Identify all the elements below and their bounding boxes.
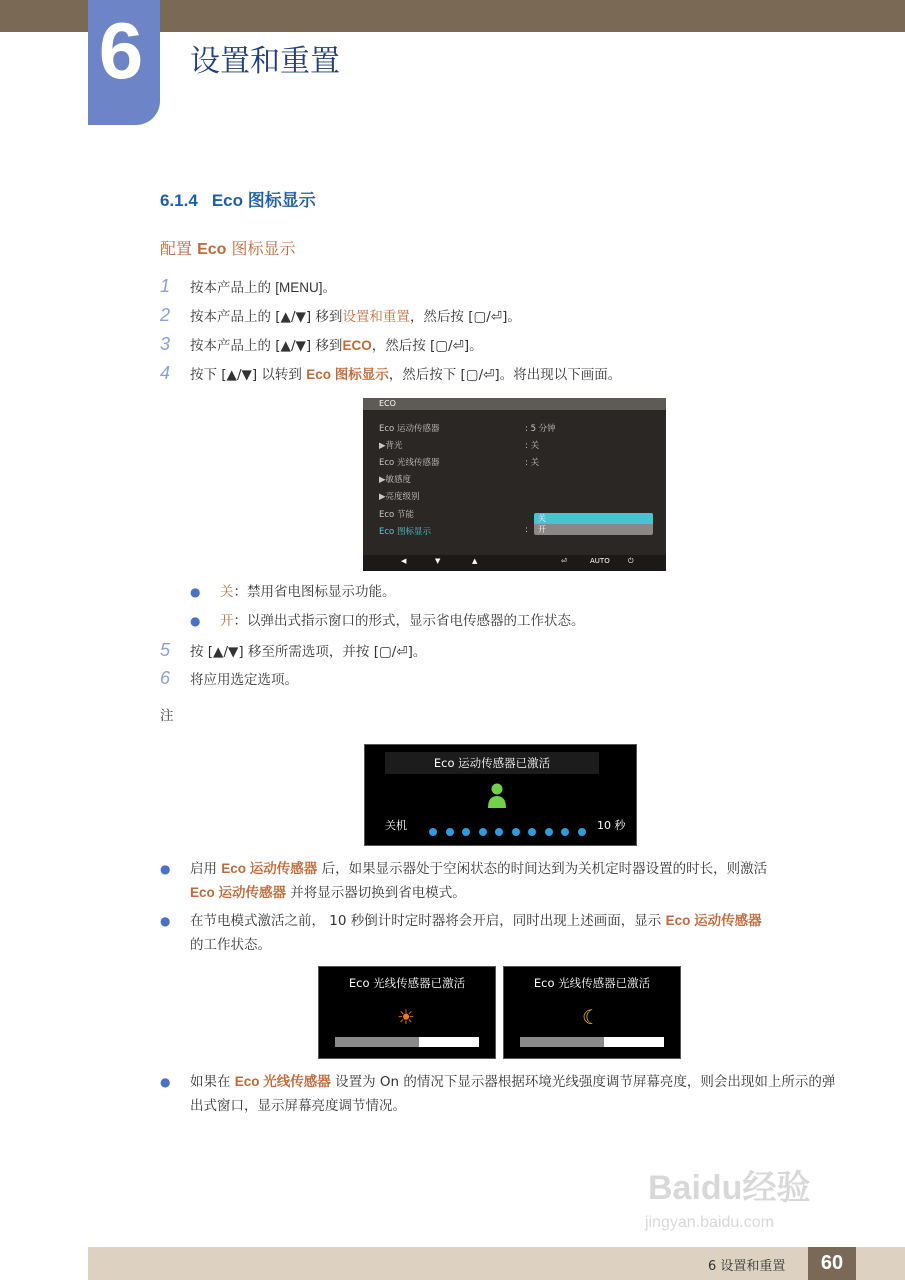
osd-row-label[interactable]: Eco 节能 (379, 510, 414, 520)
countdown-dot (528, 828, 536, 836)
bullet-highlight: Eco 运动传感器 (190, 885, 287, 900)
step-5 (160, 640, 426, 662)
light-sensor-popup-bright (318, 966, 496, 1059)
popup-title: Eco 光线传感器已激活 (533, 976, 651, 990)
option-name: 开 (220, 613, 234, 629)
step-highlight: ECO (342, 338, 372, 353)
bullet-text: 在节电模式激活之前， 10 秒倒计时定时器将会开启，同时出现上述画面，显示 (190, 913, 666, 929)
bullet-icon: ● (160, 1075, 171, 1089)
step-1 (160, 276, 336, 298)
watermark-logo: Baidu经验 (648, 1169, 811, 1207)
countdown-dot (479, 828, 487, 836)
brightness-bar (520, 1037, 664, 1047)
motion-sensor-popup (364, 744, 637, 846)
auto-button[interactable]: AUTO (590, 557, 610, 565)
popup-title: Eco 光线传感器已激活 (348, 976, 466, 990)
osd-row-label[interactable]: Eco 光线传感器 (379, 458, 440, 468)
eco-osd-menu (363, 398, 666, 571)
step-4 (160, 363, 621, 385)
osd-row-value: : (525, 525, 528, 535)
bullet-highlight: Eco 运动传感器 (221, 861, 318, 876)
option-desc-on (190, 609, 870, 633)
subheading (160, 236, 296, 259)
brightness-fill (520, 1037, 604, 1047)
step-highlight: Eco 图标显示 (306, 367, 389, 382)
section-title: Eco 图标显示 (211, 191, 316, 210)
bullet-text: 启用 (190, 861, 222, 877)
person-icon (487, 783, 507, 809)
subheading-prefix: 配置 (160, 239, 198, 258)
step-text: 将应用选定选项。 (190, 672, 298, 688)
countdown-dot (446, 828, 454, 836)
light-sensor-popup-dark (503, 966, 681, 1059)
section-number: 6.1.4 (160, 191, 198, 210)
bullet-motion-sensor (160, 857, 840, 905)
osd-row-label-active[interactable]: Eco 图标显示 (379, 527, 431, 537)
osd-row-label[interactable]: ▶背光 (379, 441, 403, 451)
countdown-dot (495, 828, 503, 836)
step-number: 3 (160, 334, 171, 354)
brightness-fill (335, 1037, 419, 1047)
step-text: 按下 [▲/▼] 以转到 (190, 367, 307, 383)
countdown-seconds: 10 秒 (597, 819, 626, 832)
step-number: 2 (160, 305, 171, 325)
power-icon[interactable]: ⏻ (628, 557, 634, 565)
bullet-highlight: Eco 光线传感器 (234, 1074, 331, 1089)
moon-icon: ☾ (582, 1005, 600, 1029)
option-name: 关 (220, 584, 234, 600)
osd-row-value: : 5 分钟 (525, 424, 556, 434)
sun-icon: ☀ (397, 1005, 415, 1029)
note-label: 注 (160, 708, 174, 724)
step-6 (160, 668, 298, 690)
countdown-dot (429, 828, 437, 836)
option-text: ：以弹出式指示窗口的形式，显示省电传感器的工作状态。 (233, 613, 585, 629)
countdown-dot (462, 828, 470, 836)
step-number: 4 (160, 363, 171, 383)
popup-title: Eco 运动传感器已激活 (385, 752, 599, 774)
countdown-dot (512, 828, 520, 836)
subheading-eco: Eco (197, 241, 227, 258)
osd-button-bar (363, 555, 666, 571)
step-text: 按本产品上的 [▲/▼] 移到 (190, 338, 343, 354)
step-2 (160, 305, 521, 327)
bullet-icon: ● (190, 585, 201, 599)
osd-title: ECO (363, 398, 666, 410)
bullet-light-sensor (160, 1070, 840, 1118)
countdown-dot (561, 828, 569, 836)
bullet-countdown (160, 909, 840, 957)
left-arrow-icon[interactable]: ◀ (401, 557, 407, 565)
bullet-text: 设置为 On 的情况下显示器根据环境光线强度调节屏幕亮度，则会出现如上所示的弹出式窗口，显示屏幕亮度调节情况。 (190, 1074, 836, 1114)
osd-row-value: : 关 (525, 458, 540, 468)
footer-chapter: 6 设置和重置 (708, 1259, 786, 1274)
step-text-end: ，然后按 [▢/⏎]。 (409, 309, 521, 325)
chapter-title: 设置和重置 (190, 44, 340, 79)
step-text-end: 。 (322, 280, 337, 296)
enter-icon[interactable]: ⏎ (561, 557, 567, 565)
option-text: ：禁用省电图标显示功能。 (233, 584, 396, 600)
page-number: 60 (808, 1247, 856, 1280)
osd-row-label[interactable]: Eco 运动传感器 (379, 424, 440, 434)
countdown-dot (578, 828, 586, 836)
option-desc-off (190, 580, 870, 604)
chapter-number: 6 (98, 6, 144, 95)
bullet-icon: ● (160, 914, 171, 928)
step-text-end: ，然后按下 [▢/⏎]。将出现以下画面。 (388, 367, 622, 383)
osd-row-label[interactable]: ▶敏感度 (379, 475, 412, 485)
osd-option-off[interactable]: 关 (534, 513, 653, 524)
countdown-dot (545, 828, 553, 836)
bullet-text: 并将显示器切换到省电模式。 (286, 885, 466, 901)
osd-option-on[interactable]: 开 (534, 524, 653, 535)
bullet-text: 后，如果显示器处于空闲状态的时间达到为关机定时器设置的时长，则激活 (317, 861, 768, 877)
watermark-url: jingyan.baidu.com (645, 1214, 774, 1231)
bullet-icon: ● (160, 862, 171, 876)
step-highlight: 设置和重置 (342, 309, 410, 325)
step-number: 1 (160, 276, 171, 296)
step-text-end: ，然后按 [▢/⏎]。 (371, 338, 483, 354)
footer (88, 1247, 905, 1280)
bullet-text: 如果在 (190, 1074, 235, 1090)
step-text: 按本产品上的 (190, 280, 276, 296)
bullet-highlight: Eco 运动传感器 (665, 913, 762, 928)
osd-row-value: : 关 (525, 441, 540, 451)
down-arrow-icon[interactable]: ▼ (435, 557, 441, 565)
step-number: 6 (160, 668, 171, 688)
osd-row-label[interactable]: ▶亮度级别 (379, 492, 420, 502)
power-off-label: 关机 (385, 819, 407, 832)
countdown-dots (429, 821, 594, 840)
bullet-icon: ● (190, 614, 201, 628)
step-text: 按本产品上的 [▲/▼] 移到 (190, 309, 343, 325)
brightness-bar (335, 1037, 479, 1047)
step-key: [MENU] (275, 280, 323, 295)
step-3 (160, 334, 483, 356)
bullet-text: 的工作状态。 (190, 937, 271, 953)
section-heading (160, 186, 316, 211)
step-number: 5 (160, 640, 171, 660)
up-arrow-icon[interactable]: ▲ (472, 557, 478, 565)
chapter-tab (88, 0, 160, 125)
subheading-rest: 图标显示 (226, 239, 296, 258)
step-text: 按 [▲/▼] 移至所需选项，并按 [▢/⏎]。 (190, 644, 427, 660)
